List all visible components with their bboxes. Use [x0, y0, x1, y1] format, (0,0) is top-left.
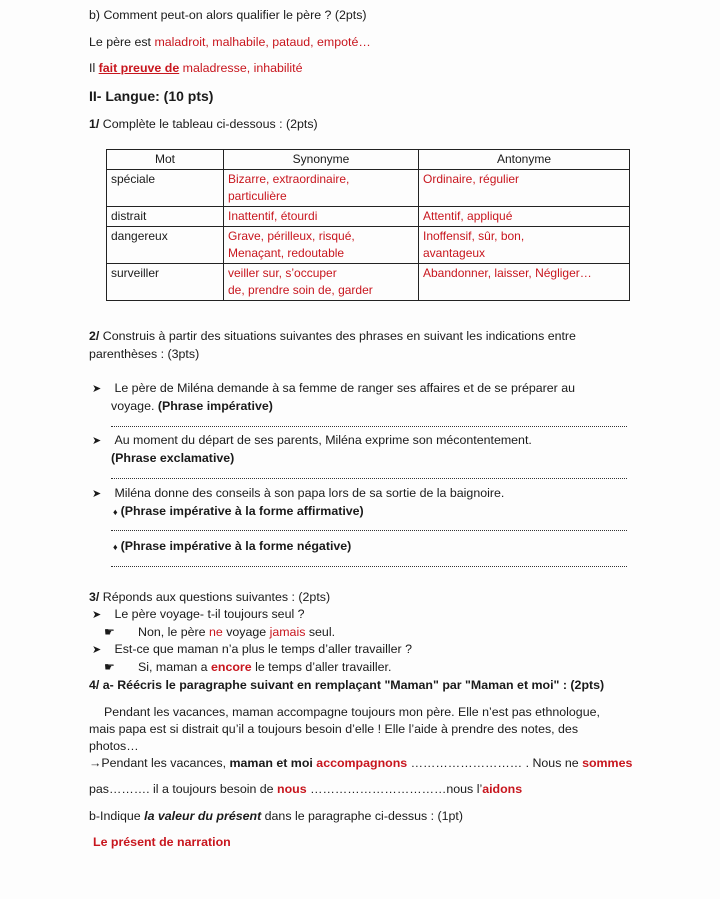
- cell-synonyme: Grave, périlleux, risqué, Menaçant, redoutable: [224, 227, 419, 264]
- diamond-bullet-icon: ♦: [113, 507, 118, 517]
- question-b: b) Comment peut-on alors qualifier le père ? (2pts): [89, 8, 367, 22]
- paragraph-line-3: photos…: [89, 739, 139, 753]
- cell-synonyme: veiller sur, s’occuper de, prendre soin de, garder: [224, 264, 419, 301]
- rewrite-line-2: pas………. il a toujours besoin de nous ……………………………nous l’aidons: [89, 782, 523, 796]
- question-2-line2: parenthèses : (3pts): [89, 347, 200, 361]
- q2-item-2: ➤ Au moment du départ de ses parents, Miléna exprime son mécontentement.: [92, 433, 532, 447]
- q2-item-3-sub1: ♦ (Phrase impérative à la forme affirmative): [113, 504, 364, 518]
- question-2-line1: 2/ Construis à partir des situations suivantes des phrases en suivant les indications entre: [89, 329, 576, 343]
- question-1: 1/ Complète le tableau ci-dessous : (2pts): [89, 117, 318, 131]
- answer-b-1: Le père est maladroit, malhabile, pataud, empoté…: [89, 35, 371, 49]
- question-4b: b-Indique la valeur du présent dans le paragraphe ci-dessus : (1pt): [89, 809, 464, 823]
- question-4a: 4/ a- Réécris le paragraphe suivant en remplaçant "Maman" par "Maman et moi" : (2pts): [89, 678, 605, 692]
- paragraph-line-1: Pendant les vacances, maman accompagne toujours mon père. Elle n’est pas ethnologue,: [104, 705, 600, 719]
- table-row: [107, 170, 630, 207]
- cell-synonyme: Bizarre, extraordinaire, particulière: [224, 170, 419, 207]
- cell-synonyme: Inattentif, étourdi: [224, 207, 419, 227]
- answer-line: [111, 426, 627, 427]
- answer-line: [111, 566, 627, 567]
- cell-mot: distrait: [107, 207, 224, 227]
- q2-item-3-sub2: ♦ (Phrase impérative à la forme négative): [113, 539, 352, 553]
- header-antonyme: Antonyme: [419, 150, 630, 170]
- arrow-bullet-icon: ➤: [92, 435, 102, 447]
- pointing-hand-icon: ☛: [104, 660, 115, 674]
- cell-mot: surveiller: [107, 264, 224, 301]
- cell-antonyme: Attentif, appliqué: [419, 207, 630, 227]
- diamond-bullet-icon: ♦: [113, 542, 118, 552]
- answer-4b: Le présent de narration: [93, 835, 231, 849]
- table-header-row: [107, 150, 630, 170]
- rewrite-line-1: →Pendant les vacances, maman et moi accompagnons ……………………… . Nous ne sommes: [89, 756, 633, 770]
- q2-item-1: ➤ Le père de Miléna demande à sa femme de ranger ses affaires et de se préparer au: [92, 381, 576, 395]
- paragraph-line-2: mais papa est si distrait qu’il a toujours besoin d’elle ! Elle l’aide à prendre des notes, des: [89, 722, 579, 736]
- synonym-table: [106, 149, 630, 301]
- arrow-bullet-icon: ➤: [92, 488, 102, 500]
- q3-answer-2: ☛ Si, maman a encore le temps d’aller travailler.: [104, 660, 392, 674]
- q3-question-1: ➤ Le père voyage- t-il toujours seul ?: [92, 607, 305, 621]
- section-title: II- Langue: (10 pts): [89, 88, 214, 104]
- table-row: [107, 227, 630, 264]
- arrow-bullet-icon: ➤: [92, 383, 102, 395]
- answer-line: [111, 478, 627, 479]
- arrow-bullet-icon: ➤: [92, 644, 102, 656]
- table-row: [107, 207, 630, 227]
- q2-item-1-line2: voyage. (Phrase impérative): [111, 399, 273, 413]
- cell-antonyme: Abandonner, laisser, Négliger…: [419, 264, 630, 301]
- pointing-hand-icon: ☛: [104, 625, 115, 639]
- answer-b-2: Il fait preuve de maladresse, inhabilité: [89, 61, 303, 75]
- cell-mot: spéciale: [107, 170, 224, 207]
- cell-antonyme: Inoffensif, sûr, bon, avantageux: [419, 227, 630, 264]
- q3-answer-1: ☛ Non, le père ne voyage jamais seul.: [104, 625, 336, 639]
- q2-item-3: ➤ Miléna donne des conseils à son papa lors de sa sortie de la baignoire.: [92, 486, 505, 500]
- q2-item-2-line2: (Phrase exclamative): [111, 451, 235, 465]
- header-synonyme: Synonyme: [224, 150, 419, 170]
- question-3: 3/ Réponds aux questions suivantes : (2pts): [89, 590, 331, 604]
- cell-antonyme: Ordinaire, régulier: [419, 170, 630, 207]
- cell-mot: dangereux: [107, 227, 224, 264]
- header-mot: Mot: [107, 150, 224, 170]
- table-row: [107, 264, 630, 301]
- arrow-bullet-icon: ➤: [92, 609, 102, 621]
- q3-question-2: ➤ Est-ce que maman n’a plus le temps d’aller travailler ?: [92, 642, 412, 656]
- answer-line: [111, 530, 627, 531]
